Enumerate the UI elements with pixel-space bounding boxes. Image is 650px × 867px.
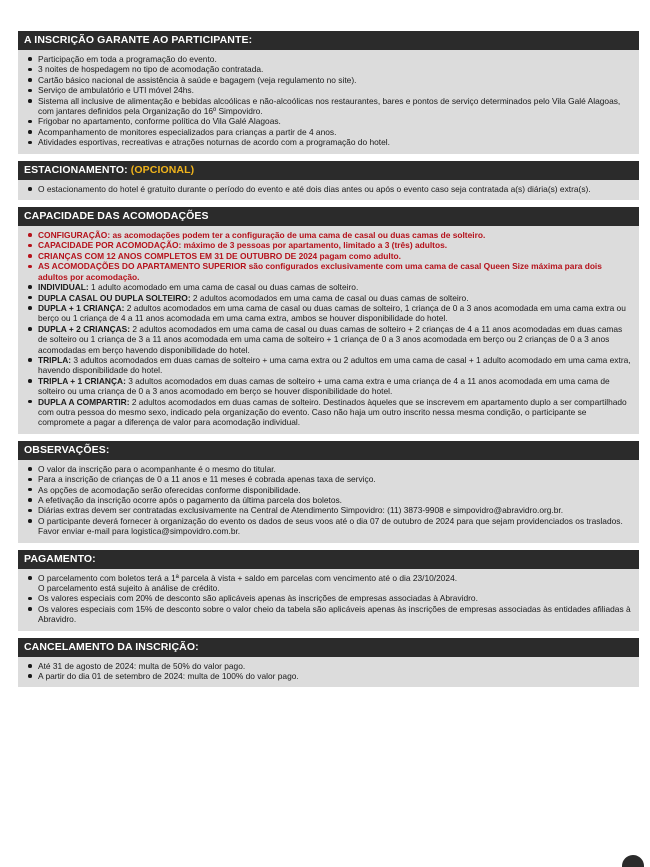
list-item: Serviço de ambulatório e UTI móvel 24hs. xyxy=(26,85,631,95)
list-item: O valor da inscrição para o acompanhante é o mesmo do titular. xyxy=(26,464,631,474)
list-item: O participante deverá fornecer à organização do evento os dados de seus voos até o dia 07 de outubro de 2024 para que sejam providenciados os traslados. Favor enviar e-mail para logistica@simpovidro.com.br. xyxy=(26,516,631,537)
list-item: O estacionamento do hotel é gratuito durante o período do evento e até dois dias antes ou após o evento caso seja contratada a(s) diária(s) extra(s). xyxy=(26,184,631,194)
list-item: Participação em toda a programação do evento. xyxy=(26,54,631,64)
section-title-observacoes: OBSERVAÇÕES: xyxy=(18,441,639,460)
list-item: Atividades esportivas, recreativas e atrações noturnas de acordo com a programação do hotel. xyxy=(26,137,631,147)
section-title-estacionamento xyxy=(18,161,639,180)
item-text: 2 adultos acomodados em uma cama de casal ou duas camas de solteiro + 2 crianças de 4 a 11 anos acomodadas em duas camas de solteiro ou 1 criança de 3 a 11 anos acomodada em uma cama de solteiro + 1 criança de 0 a 3 anos acomodada em berço ou 2 crianças de 0 a 3 anos acomodadas em berço havendo disponibilidade do hotel. xyxy=(38,323,623,355)
highlight-item: AS ACOMODAÇÕES DO APARTAMENTO SUPERIOR são configurados exclusivamente com uma cama de casal Queen Size máxima para dois adultos por acomodação. xyxy=(26,261,631,282)
list-item: As opções de acomodação serão oferecidas conforme disponibilidade. xyxy=(26,485,631,495)
highlight-item: CRIANÇAS COM 12 ANOS COMPLETOS EM 31 DE OUTUBRO DE 2024 pagam como adulto. xyxy=(26,251,631,261)
item-key: DUPLA + 1 CRIANÇA: xyxy=(38,302,125,313)
item-key: DUPLA + 2 CRIANÇAS: xyxy=(38,323,131,334)
item-text: 2 adultos acomodados em uma cama de casal ou duas camas de solteiro, 1 criança de 0 a 3 anos acomodada em uma cama extra ou berço ou 1 criança de 4 a 11 anos acomodada em uma cama extra, ambos se houver disponibilidade do hotel. xyxy=(38,302,626,324)
corner-tab xyxy=(622,855,644,867)
list-item: A efetivação da inscrição ocorre após o pagamento da última parcela dos boletos. xyxy=(26,495,631,505)
item-text: 1 adulto acomodado em uma cama de casal ou duas camas de solteiro. xyxy=(88,282,359,293)
highlight-item: CAPACIDADE POR ACOMODAÇÃO: máximo de 3 pessoas por apartamento, limitado a 3 (três) adultos. xyxy=(26,240,631,250)
item-key: DUPLA A COMPARTIR: xyxy=(38,396,130,407)
section-cancelamento xyxy=(18,638,639,688)
list-item: Os valores especiais com 20% de desconto são aplicáveis apenas às inscrições de empresas associadas à Abravidro. xyxy=(26,593,631,603)
list-item: 3 noites de hospedagem no tipo de acomodação contratada. xyxy=(26,64,631,74)
list-item: Frigobar no apartamento, conforme política do Vila Galé Alagoas. xyxy=(26,116,631,126)
participante-list xyxy=(26,54,631,148)
section-title-cancelamento: CANCELAMENTO DA INSCRIÇÃO: xyxy=(18,638,639,657)
section-observacoes xyxy=(18,441,639,543)
item-key: INDIVIDUAL: xyxy=(38,282,89,293)
item-key: TRIPLA + 1 CRIANÇA: xyxy=(38,375,126,386)
list-item: Até 31 de agosto de 2024: multa de 50% do valor pago. xyxy=(26,661,631,671)
list-item: Acompanhamento de monitores especializados para crianças a partir de 4 anos. xyxy=(26,127,631,137)
item-text: 3 adultos acomodados em duas camas de solteiro + uma cama extra ou 2 adultos em uma cama de casal + 1 adulto acomodado em uma cama extra, havendo disponibilidade do hotel. xyxy=(38,354,631,376)
list-item xyxy=(26,324,631,355)
observacoes-list xyxy=(26,464,631,537)
list-item: Cartão básico nacional de assistência à saúde e bagagem (veja regulamento no site). xyxy=(26,75,631,85)
pagamento-list xyxy=(26,573,631,625)
list-item: Sistema all inclusive de alimentação e bebidas alcoólicas e não-alcoólicas nos restaurantes, bares e pontos de serviço determinados pelo Vila Galé Alagoas, com jantares definidos pela Organização do 16º Simpovidro. xyxy=(26,96,631,117)
list-item xyxy=(26,573,631,594)
section-title-pagamento: PAGAMENTO: xyxy=(18,550,639,569)
list-item: Diárias extras devem ser contratadas exclusivamente na Central de Atendimento Simpovidro: (11) 3873-9908 e simpovidro@abravidro.org.br. xyxy=(26,505,631,515)
item-key: TRIPLA: xyxy=(38,354,72,365)
capacidade-list xyxy=(26,230,631,428)
highlight-item: CONFIGURAÇÃO: as acomodações podem ter a configuração de uma cama de casal ou duas camas de solteiro. xyxy=(26,230,631,240)
estacionamento-list xyxy=(26,184,631,194)
item-line: O parcelamento está sujeito à análise de crédito. xyxy=(38,583,220,594)
section-estacionamento xyxy=(18,161,639,200)
section-title-participante: A INSCRIÇÃO GARANTE AO PARTICIPANTE: xyxy=(18,31,639,50)
list-item xyxy=(26,376,631,397)
item-text: 3 adultos acomodados em duas camas de solteiro + uma cama extra e uma criança de 4 a 11 anos acomodada em uma cama de solteiro ou uma criança de 0 a 3 anos acomodado em berço se houver disponibilidade do hotel. xyxy=(38,375,610,397)
section-title-capacidade: CAPACIDADE DAS ACOMODAÇÕES xyxy=(18,207,639,226)
list-item xyxy=(26,303,631,324)
item-text: 2 adultos acomodados em duas camas de solteiro. Destinados àqueles que se inscrevem em apartamento duplo a ser compartilhado com outra pessoa do mesmo sexo, indicado pela organização do evento. Caso não haja um outro inscrito nessa mesma condição, o participante se compromete a pagar a diferença de valor para acomodação individual. xyxy=(38,396,627,428)
item-line: O parcelamento com boletos terá a 1ª parcela à vista + saldo em parcelas com vencimento até o dia 23/10/2024. xyxy=(38,572,458,583)
section-capacidade xyxy=(18,207,639,434)
item-text: 2 adultos acomodados em uma cama de casal ou duas camas de solteiro. xyxy=(190,292,469,303)
optional-tag: (OPCIONAL) xyxy=(130,163,195,176)
document xyxy=(18,31,639,687)
list-item xyxy=(26,282,631,292)
list-item xyxy=(26,293,631,303)
item-key: DUPLA CASAL OU DUPLA SOLTEIRO: xyxy=(38,292,191,303)
list-item: Para a inscrição de crianças de 0 a 11 anos e 11 meses é cobrada apenas taxa de serviço. xyxy=(26,474,631,484)
list-item: Os valores especiais com 15% de desconto sobre o valor cheio da tabela são aplicáveis apenas às inscrições de empresas associadas às entidades afiliadas à Abravidro. xyxy=(26,604,631,625)
section-pagamento xyxy=(18,550,639,631)
list-item xyxy=(26,397,631,428)
cancelamento-list xyxy=(26,661,631,682)
list-item xyxy=(26,355,631,376)
list-item: A partir do dia 01 de setembro de 2024: multa de 100% do valor pago. xyxy=(26,671,631,681)
section-participante xyxy=(18,31,639,154)
estacionamento-title-text: ESTACIONAMENTO: xyxy=(24,163,131,176)
